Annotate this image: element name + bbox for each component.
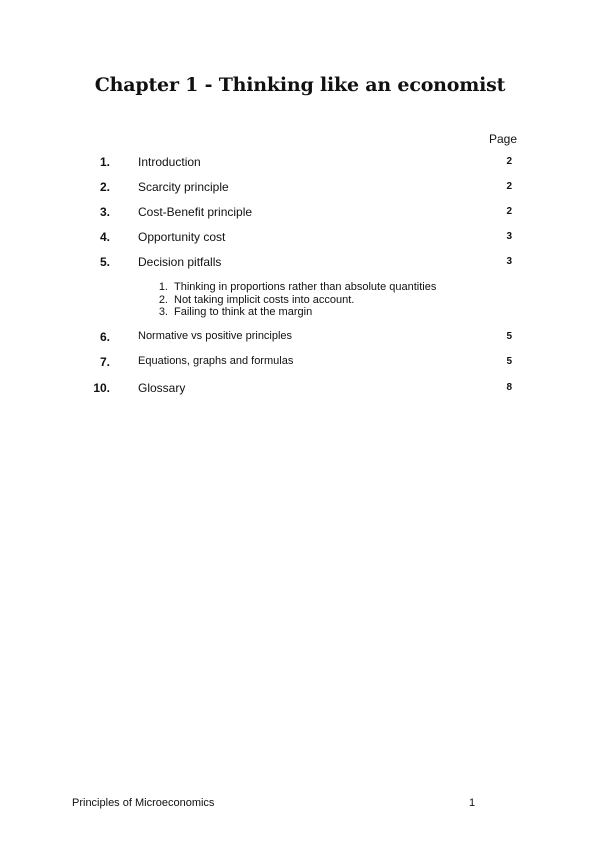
sub-list-text: Failing to think at the margin bbox=[174, 306, 313, 318]
footer-page-number: 1 bbox=[469, 797, 476, 809]
toc-label: Equations, graphs and formulas bbox=[138, 355, 294, 367]
toc-label: Introduction bbox=[138, 155, 201, 169]
toc-number: 2. bbox=[99, 180, 110, 194]
sub-list-number: 2. bbox=[158, 293, 168, 306]
sub-list-item[interactable] bbox=[150, 306, 436, 319]
toc-row[interactable] bbox=[0, 255, 600, 271]
toc-row[interactable] bbox=[0, 330, 600, 346]
toc-page: 8 bbox=[506, 382, 512, 393]
sub-list-item[interactable] bbox=[150, 281, 436, 294]
toc-row[interactable] bbox=[0, 355, 600, 371]
sub-list-text: Not taking implicit costs into account. bbox=[174, 293, 355, 306]
sub-list-item[interactable] bbox=[150, 294, 436, 307]
sub-list-number: 1. bbox=[158, 281, 168, 293]
toc-label: Decision pitfalls bbox=[138, 255, 222, 269]
toc-label: Scarcity principle bbox=[138, 180, 229, 194]
toc-page: 3 bbox=[506, 256, 512, 267]
toc-number: 7. bbox=[99, 355, 110, 369]
toc-number: 6. bbox=[99, 330, 110, 344]
toc-number: 4. bbox=[99, 230, 110, 244]
toc-row[interactable] bbox=[0, 155, 600, 171]
toc-page: 2 bbox=[506, 156, 512, 167]
toc-row[interactable] bbox=[0, 205, 600, 221]
toc-label: Glossary bbox=[138, 381, 186, 395]
sub-list bbox=[150, 281, 436, 319]
toc-label: Normative vs positive principles bbox=[138, 330, 293, 342]
page-title: Chapter 1 - Thinking like an economist bbox=[94, 74, 506, 96]
sub-list-text: Thinking in proportions rather than absolute quantities bbox=[174, 281, 437, 293]
toc-page: 5 bbox=[506, 356, 512, 367]
toc-page: 2 bbox=[506, 181, 512, 192]
toc-row[interactable] bbox=[0, 230, 600, 246]
toc-number: 3. bbox=[99, 205, 110, 219]
toc-label: Cost-Benefit principle bbox=[138, 205, 253, 219]
sub-list-number: 3. bbox=[158, 306, 168, 318]
toc-number: 10. bbox=[93, 381, 110, 395]
toc-label: Opportunity cost bbox=[138, 230, 226, 244]
page-column-header: Page bbox=[489, 132, 518, 146]
toc-row[interactable] bbox=[0, 381, 600, 397]
toc-page: 5 bbox=[506, 331, 512, 342]
toc-page: 3 bbox=[506, 231, 512, 242]
toc-page: 2 bbox=[506, 206, 512, 217]
toc-number: 1. bbox=[99, 155, 110, 169]
toc-number: 5. bbox=[99, 255, 110, 269]
footer-title: Principles of Microeconomics bbox=[72, 797, 215, 809]
toc-row[interactable] bbox=[0, 180, 600, 196]
